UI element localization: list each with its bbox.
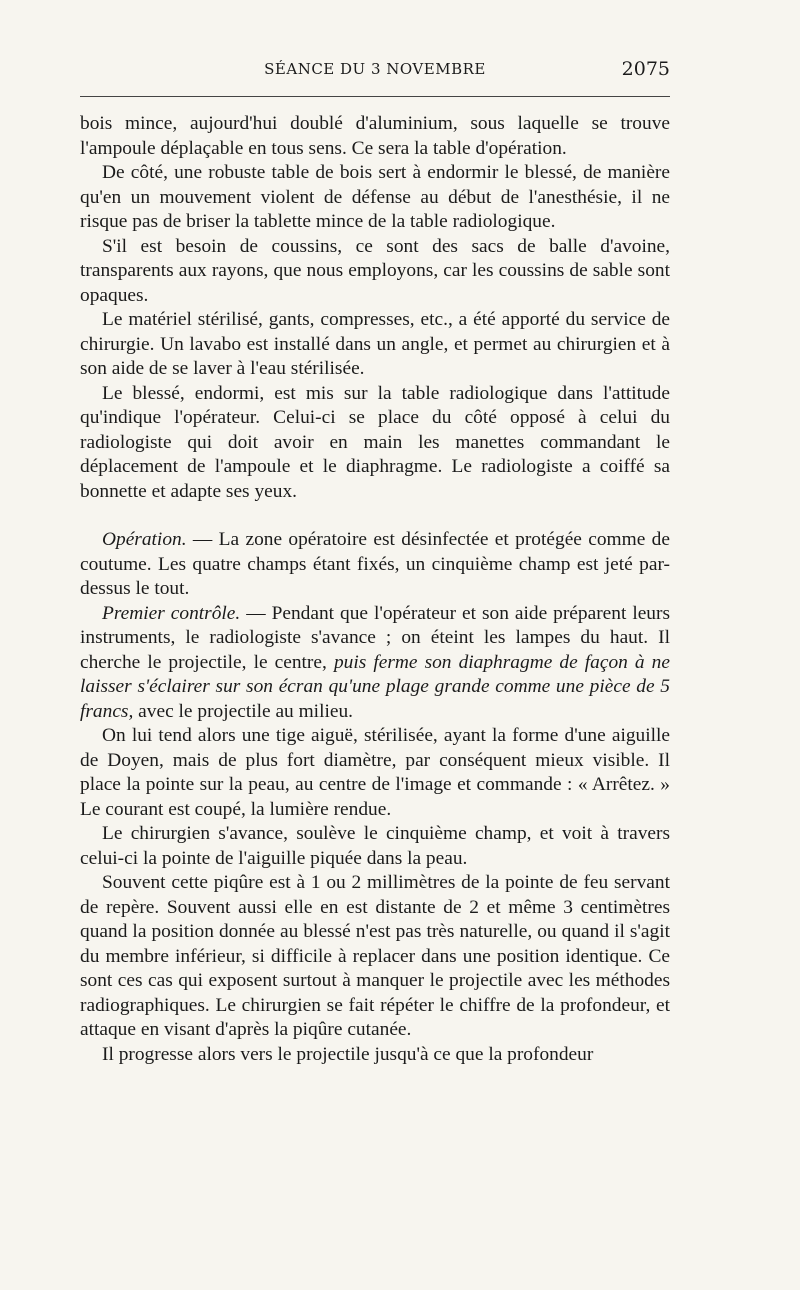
paragraph-operation	[80, 528, 670, 602]
paragraph-3: S'il est besoin de coussins, ce sont des sacs de balle d'avoine, transparents aux rayons, que nous employons, car les coussins de sable sont opaques.	[80, 235, 670, 306]
paragraph-4: Le matériel stérilisé, gants, compresses, etc., a été apporté du service de chirurgie. Un lavabo est installé dans un angle, et permet au chirurgien et à son aide de se laver à l'eau stérilisée.	[80, 309, 670, 379]
section-heading-operation: Opération.	[102, 529, 187, 550]
paragraph-1: bois mince, aujourd'hui doublé d'aluminium, sous laquelle se trouve l'ampoule déplaçable en tous sens. Ce sera la table d'opération.	[80, 113, 670, 159]
paragraph-premier-controle-text-2: avec le projectile au milieu.	[133, 700, 353, 722]
paragraph-9: Le chirurgien s'avance, soulève le cinquième champ, et voit à travers celui-ci la pointe de l'aiguille piquée dans la peau.	[80, 823, 670, 869]
paragraph-premier-controle-text-1: — Pendant que l'opérateur et son aide préparent leurs instruments, le radiologiste s'avance ; on éteint les lampes du haut. Il cherche le projectile, le centre,	[80, 602, 671, 673]
page-number: 2075	[621, 58, 670, 80]
paragraph-premier-controle	[80, 602, 670, 725]
paragraph-2: De côté, une robuste table de bois sert à endormir le blessé, de manière qu'en un mouvement violent de défense au début de l'anesthésie, il ne risque pas de briser la tablette mince de la table radiologique.	[80, 162, 670, 232]
section-heading-premier-controle: Premier contrôle.	[102, 602, 241, 624]
paragraph-8: On lui tend alors une tige aiguë, stérilisée, ayant la forme d'une aiguille de Doyen, mais de plus fort diamètre, par conséquent mieux visible. Il place la pointe sur la peau, au centre de l'image et commande : « Arrêtez. » Le courant est coupé, la lumière rendue.	[80, 725, 670, 820]
paragraph-10: Souvent cette piqûre est à 1 ou 2 millimètres de la pointe de feu servant de repère. Souvent aussi elle en est distante de 2 et même 3 centimètres quand la position donnée au blessé n'est pas très naturelle, ou quand il s'agit du membre inférieur, si difficile à replacer dans une position identique. Ce sont ces cas qui exposent surtout à manquer le projectile avec les méthodes radiographiques. Le chirurgien se fait répéter le chiffre de la profondeur, et attaque en visant d'après la piqûre cutanée.	[80, 872, 670, 1040]
running-title: SÉANCE DU 3 NOVEMBRE	[264, 60, 486, 78]
paragraph-5: Le blessé, endormi, est mis sur la table radiologique dans l'attitude qu'indique l'opérateur. Celui-ci se place du côté opposé à celui du radiologiste qui doit avoir en main les manettes commandant le déplacement de l'ampoule et le diaphragme. Le radiologiste a coiffé sa bonnette et adapte ses yeux.	[80, 382, 670, 502]
body-text	[80, 112, 670, 1067]
paragraph-premier-controle-italic: puis ferme son diaphragme de façon à ne laisser s'éclairer sur son écran qu'une plage grande comme une pièce de 5 francs,	[80, 651, 670, 722]
page-header	[80, 58, 670, 86]
paragraph-operation-text: — La zone opératoire est désinfectée et protégée comme de coutume. Les quatre champs étant fixés, un cinquième champ est jeté par-dessus le tout.	[80, 529, 670, 599]
paragraph-11: Il progresse alors vers le projectile jusqu'à ce que la profondeur	[102, 1043, 594, 1065]
header-rule	[80, 96, 670, 97]
